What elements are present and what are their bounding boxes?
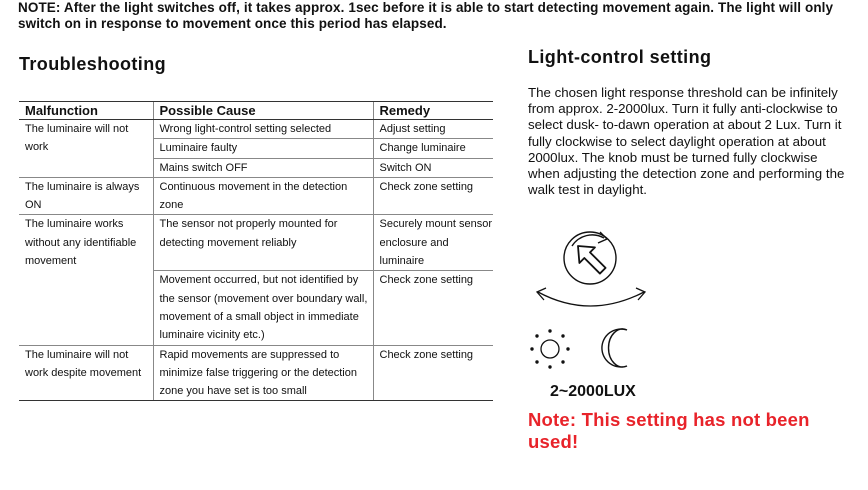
remedy-cell: Adjust setting — [373, 120, 493, 139]
header-remedy: Remedy — [373, 102, 493, 120]
table-row — [19, 345, 493, 401]
troubleshooting-title: Troubleshooting — [19, 54, 166, 74]
header-malfunction: Malfunction — [19, 102, 153, 120]
malfunction-cell: The luminaire works without any identifiable movement — [19, 215, 153, 345]
malfunction-cell: The luminaire is always ON — [19, 177, 153, 215]
remedy-cell: Securely mount sensor enclosure and luminaire — [373, 215, 493, 271]
remedy-cell: Check zone setting — [373, 271, 493, 345]
cause-cell: Wrong light-control setting selected — [153, 120, 373, 139]
table-row — [19, 120, 493, 139]
remedy-cell: Check zone setting — [373, 177, 493, 215]
table-row — [19, 177, 493, 215]
table-row — [19, 215, 493, 271]
cause-cell: Movement occurred, but not identified by the sensor (movement over boundary wall, movement of a small object in immediate luminaire vicinity etc.) — [153, 271, 373, 345]
rotate-arrow-icon — [537, 288, 645, 306]
sun-icon — [530, 329, 569, 368]
remedy-cell: Switch ON — [373, 158, 493, 177]
cause-cell: Rapid movements are suppressed to minimize false triggering or the detection zone you have set is too small — [153, 345, 373, 401]
setting-note: Note: This setting has not been used! — [528, 409, 810, 452]
cause-cell: Mains switch OFF — [153, 158, 373, 177]
malfunction-cell: The luminaire will not work despite movement — [19, 345, 153, 401]
top-note: NOTE: After the light switches off, it takes approx. 1sec before it is able to start detecting movement again. The light will only switch on in response to movement once this period has elapsed. — [18, 0, 834, 31]
header-cause: Possible Cause — [153, 102, 373, 120]
moon-icon — [602, 329, 627, 367]
knob-diagram — [528, 218, 678, 383]
cause-cell: Continuous movement in the detection zone — [153, 177, 373, 215]
cause-cell: The sensor not properly mounted for detecting movement reliably — [153, 215, 373, 271]
malfunction-cell: The luminaire will not work — [25, 123, 129, 154]
table-header-row — [19, 102, 493, 120]
knob-icon — [564, 232, 616, 284]
troubleshooting-table — [19, 101, 493, 401]
remedy-cell: Change luminaire — [373, 139, 493, 158]
cause-cell: Luminaire faulty — [153, 139, 373, 158]
light-control-title: Light-control setting — [528, 47, 712, 67]
lux-range-label: 2~2000LUX — [550, 383, 636, 400]
remedy-cell: Check zone setting — [373, 345, 493, 401]
light-control-description: The chosen light response threshold can be infinitely from approx. 2-2000lux. Turn it fully anti-clockwise to select dusk- to-dawn operation at about 2 Lux. Turn it fully clockwise to select daylight operation at about 2000lux. The knob must be turned fully clockwise when adjusting the detection zone and performing the walk test in daylight. — [528, 85, 845, 198]
